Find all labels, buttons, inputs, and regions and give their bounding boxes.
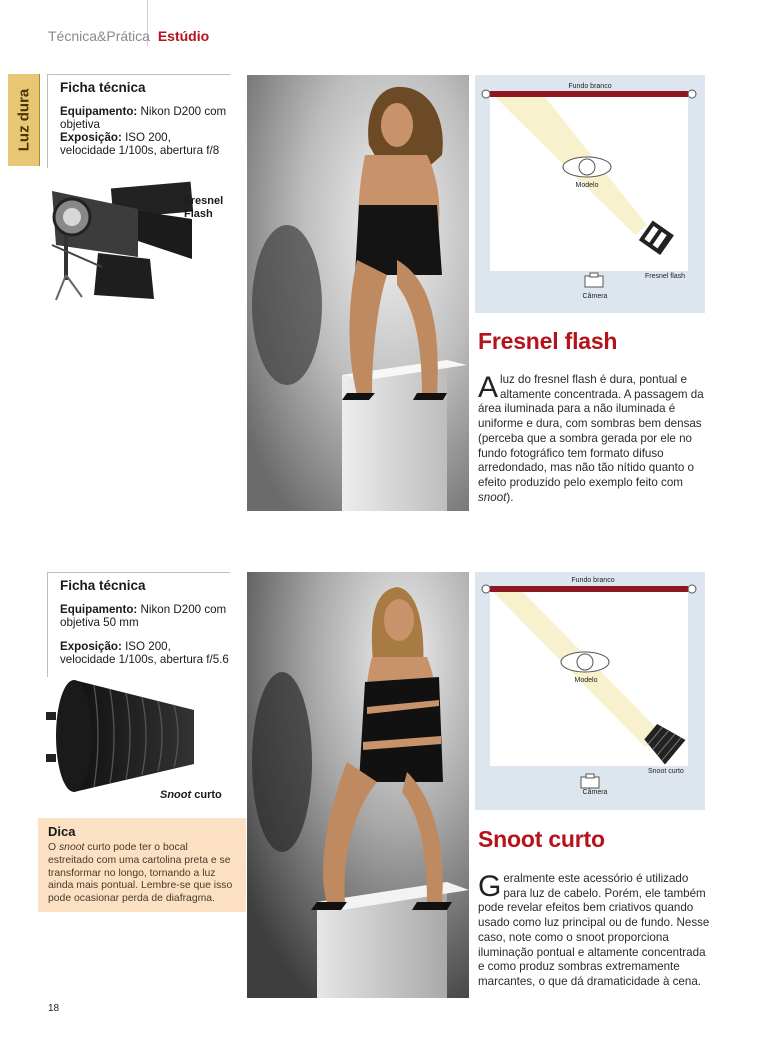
- fresnel-flash-product-image: [42, 175, 202, 315]
- backdrop-roll-right: [688, 90, 696, 98]
- lighting-diagram-fresnel: [475, 75, 705, 313]
- page-header: [48, 28, 209, 44]
- camera-icon: [581, 777, 599, 788]
- article-title-fresnel: Fresnel flash: [478, 328, 618, 354]
- side-tab: [8, 74, 40, 166]
- diagram-light-label: Snoot curto: [648, 768, 684, 775]
- photo-model-fresnel: [247, 75, 469, 511]
- header-subsection: Estúdio: [157, 28, 210, 44]
- ficha-equipment: Equipamento: Nikon D200 com objetiva: [60, 105, 227, 131]
- snoot-product-image: [44, 672, 204, 797]
- backdrop-bar: [490, 586, 688, 592]
- dropcap: G: [478, 870, 502, 903]
- diagram-model-label: Modelo: [575, 182, 599, 189]
- ficha-title: Ficha técnica: [60, 80, 146, 95]
- model-head: [577, 654, 593, 670]
- ficha-tecnica-2: [47, 572, 229, 677]
- tip-text: O snoot curto pode ter o bocal estreitado com uma cartolina preta e se transformar no longo, tornando a luz ainda mais pontual. Lembre-se que isso pode ocasionar perda de diafragma.: [48, 842, 233, 905]
- ficha-equipment: Equipamento: Nikon D200 com objetiva 50 mm: [60, 603, 227, 629]
- tip-box: [38, 818, 246, 912]
- lighting-diagram-snoot: [475, 572, 705, 810]
- article-title-snoot: Snoot curto: [478, 826, 605, 852]
- ficha-title: Ficha técnica: [60, 578, 146, 593]
- page-number: 18: [48, 1003, 60, 1014]
- backdrop-roll-left: [482, 90, 490, 98]
- article-body-fresnel: Aluz do fresnel flash é dura, pontual e altamente concentrada. A passagem da área iluminada para a não iluminada é uniforme e dura, com sombras bem densas (perceba que a sombra gerada por ele no fundo fotográfico tem formato difuso arredondado, mas não tão nítido quanto o efeito produzido pelo exemplo feito com snoot).: [478, 371, 704, 504]
- ficha-tecnica-1: [47, 74, 229, 168]
- model-head: [579, 159, 595, 175]
- diagram-backdrop-label: Fundo branco: [571, 577, 615, 584]
- snoot-product-label: Snoot curto: [160, 789, 222, 801]
- diagram-light-label: Fresnel flash: [645, 273, 686, 280]
- ficha-exposure: Exposição: ISO 200, velocidade 1/100s, abertura f/8: [60, 131, 220, 157]
- header-section: Técnica&Prática: [48, 28, 150, 44]
- diagram-camera-label: Câmera: [582, 293, 608, 300]
- article-body-snoot: Geralmente este acessório é utilizado para luz de cabelo. Porém, ele também pode revelar efeitos bem criativos quando usado como luz principal ou de fundo. Nesse caso, note como o snoot proporciona iluminação pontual e altamente concentrada e como produz sombras extremamente marcantes, o que dá dramaticidade à cena.: [478, 870, 710, 988]
- diagram-model-label: Modelo: [574, 677, 598, 684]
- fresnel-product-label: Fresnel Flash: [184, 195, 224, 220]
- backdrop-roll-right: [688, 585, 696, 593]
- camera-icon: [585, 276, 603, 287]
- ficha-exposure: Exposição: ISO 200, velocidade 1/100s, abertura f/5.6: [60, 640, 229, 666]
- dropcap: A: [478, 371, 499, 404]
- photo-model-snoot: [247, 572, 469, 998]
- backdrop-roll-left: [482, 585, 490, 593]
- side-tab-label: Luz dura: [15, 88, 33, 152]
- backdrop-bar: [490, 91, 688, 97]
- tip-title: Dica: [48, 824, 76, 839]
- diagram-backdrop-label: Fundo branco: [568, 83, 612, 90]
- diagram-camera-label: Câmera: [582, 789, 608, 796]
